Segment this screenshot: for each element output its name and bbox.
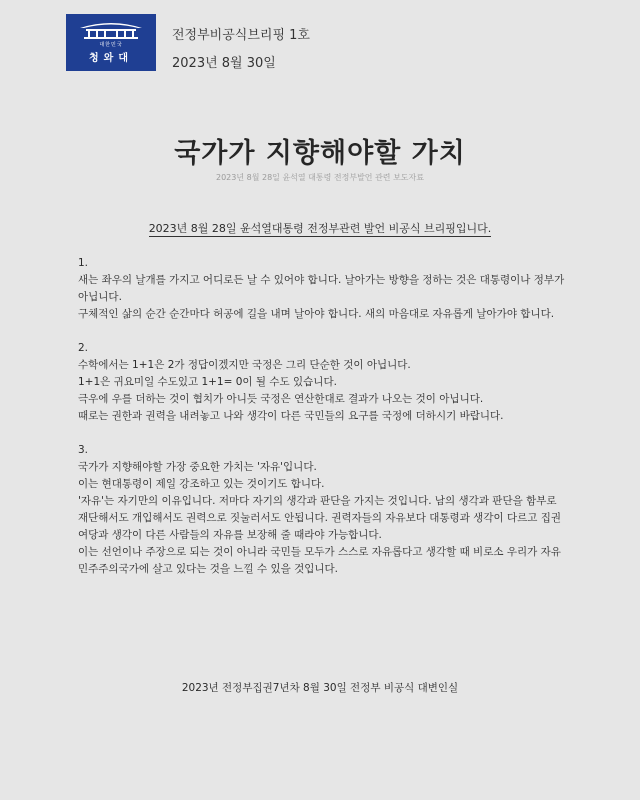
paragraph-line: 국가가 지향해야할 가장 중요한 가치는 '자유'입니다. xyxy=(78,461,317,473)
paragraph-line: 이는 현대통령이 제일 강조하고 있는 것이기도 합니다. xyxy=(78,478,325,490)
lead-text: 2023년 8월 28일 윤석열대통령 전정부관련 발언 비공식 브리핑입니다. xyxy=(148,222,492,235)
paragraph-line: 아닙니다. xyxy=(78,291,122,303)
section-1 xyxy=(78,255,568,323)
paragraph-line: 여당과 생각이 다른 사람들의 자유를 보장해 줄 때라야 가능합니다. xyxy=(78,529,382,541)
briefing-date: 2023년 8월 30일 xyxy=(172,56,276,71)
paragraph-line: 극우에 우를 더하는 것이 협치가 아니듯 국정은 연산한대로 결과가 나오는 것이 아닙니다. xyxy=(78,393,484,405)
lead-statement xyxy=(0,220,640,236)
blue-house-roof-icon xyxy=(78,20,144,40)
document-subtitle: 2023년 8월 28일 윤석열 대통령 전정부발언 관련 보도자료 xyxy=(216,173,424,182)
header xyxy=(66,14,310,71)
paragraph-line: 이는 선언이나 주장으로 되는 것이 아니라 국민들 모두가 스스로 자유롭다고 생각할 때 비로소 우리가 자유 xyxy=(78,546,561,558)
cheongwadae-logo xyxy=(66,14,156,71)
paragraph-line: 수학에서는 1+1은 2가 정답이겠지만 국정은 그리 단순한 것이 아닙니다. xyxy=(78,359,411,371)
section-number: 1. xyxy=(78,257,89,269)
section-3 xyxy=(78,442,568,578)
briefing-info xyxy=(172,24,310,71)
section-number: 3. xyxy=(78,444,89,456)
paragraph-line: 구체적인 삶의 순간 순간마다 허공에 길을 내며 날아야 합니다. 새의 마음대로 자유롭게 날아가야 합니다. xyxy=(78,308,555,320)
paragraph-line: 민주주의국가에 살고 있다는 것을 느낄 수 있을 것입니다. xyxy=(78,563,338,575)
document-title: 국가가 지향해야할 가치 xyxy=(174,138,466,169)
briefing-number: 전정부비공식브리핑 1호 xyxy=(172,28,310,43)
logo-name: 청와대 xyxy=(89,53,133,64)
paragraph-line: 때로는 권한과 권력을 내려놓고 나와 생각이 다른 국민들의 요구를 국정에 더하시기 바랍니다. xyxy=(78,410,504,422)
paragraph-line: 재단해서도 개입해서도 권력으로 짓눌러서도 안됩니다. 권력자들의 자유보다 대통령과 생각이 다르고 집권 xyxy=(78,512,562,524)
logo-subtext: 대한민국 xyxy=(99,42,123,48)
paragraph-line: 1+1은 귀요미일 수도있고 1+1= 0이 될 수도 있습니다. xyxy=(78,376,337,388)
footer-signature: 2023년 전정부집권7년차 8월 30일 전정부 비공식 대변인실 xyxy=(181,682,459,694)
paragraph-line: '자유'는 자기만의 이유입니다. 저마다 자기의 생각과 판단을 가지는 것입니다. 남의 생각과 판단을 함부로 xyxy=(78,495,557,507)
section-number: 2. xyxy=(78,342,89,354)
section-2 xyxy=(78,340,568,425)
document-body xyxy=(78,255,568,595)
paragraph-line: 새는 좌우의 날개를 가지고 어디로든 날 수 있어야 합니다. 날아가는 방향을 정하는 것은 대통령이나 정부가 xyxy=(78,274,565,286)
